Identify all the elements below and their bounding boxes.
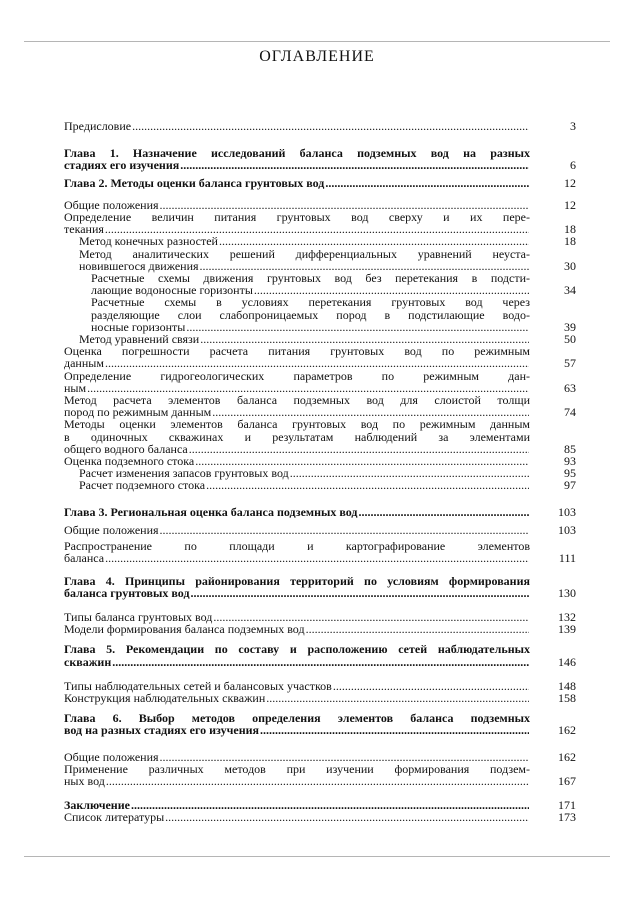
toc-entry-title: Глава 2. Методы оценки баланса грунтовых вод (64, 175, 325, 190)
toc-entry[interactable] (64, 235, 576, 247)
toc-entry[interactable] (64, 692, 576, 704)
toc-entry-title: Типы наблюдательных сетей и балансовых участков (64, 678, 332, 693)
page-number: 130 (558, 585, 576, 600)
toc-entry-title: Оценка подземного стока (64, 454, 195, 469)
toc-entry[interactable] (64, 751, 576, 763)
page-number: 162 (558, 749, 576, 764)
dot-leader (260, 724, 529, 736)
toc-entry-title: лающие водоносные горизонты (91, 283, 253, 298)
toc-entry-text-line: Метод расчета элементов баланса подземных вод для слоистой толщи (64, 393, 530, 408)
page-number: 12 (564, 197, 576, 212)
table-of-contents (64, 120, 576, 824)
top-rule (24, 41, 610, 42)
page-number: 3 (570, 119, 576, 133)
dot-leader (358, 506, 529, 518)
page-number: 57 (564, 356, 576, 371)
toc-entry-text-line: Метод аналитических решений дифференциальных уравнений неуста- (79, 246, 530, 261)
page-number: 85 (564, 441, 576, 456)
toc-entry-text-line: Расчетные схемы в условиях перетекания грунтовых вод через (91, 295, 530, 310)
toc-entry-title: текания (64, 222, 104, 237)
dot-leader (106, 775, 529, 787)
toc-entry-title: ных вод (64, 773, 105, 788)
toc-entry-title: Предисловие (64, 119, 132, 133)
page-number: 39 (564, 319, 576, 334)
toc-entry-title: баланса (64, 551, 105, 566)
toc-entry[interactable] (64, 811, 576, 823)
toc-entry[interactable] (64, 147, 576, 171)
page-number: 146 (558, 654, 576, 669)
dot-leader (290, 467, 529, 479)
page-number: 132 (558, 609, 576, 624)
dot-leader (219, 235, 529, 247)
toc-entry[interactable] (64, 248, 576, 272)
dot-leader (112, 656, 529, 668)
toc-entry-text-line: Определение гидрогеологических параметров по режимным дан- (64, 368, 530, 383)
page-number: 95 (564, 466, 576, 481)
toc-entry-text-line: Распространение по площади и картографирование элементов (64, 539, 530, 554)
toc-entry-title: Глава 3. Региональная оценка баланса подземных вод (64, 504, 358, 519)
toc-entry-title: Общие положения (64, 197, 159, 212)
dot-leader (105, 357, 529, 369)
toc-entry-text-line: Оценка погрешности расчета питания грунтовых вод по режимным (64, 344, 530, 359)
page-number: 111 (558, 551, 576, 566)
toc-entry[interactable] (64, 272, 576, 296)
page-number: 18 (564, 222, 576, 237)
dot-leader (306, 623, 529, 635)
toc-entry-text-line: Глава 5. Рекомендации по составу и расположению сетей наблюдательных (64, 642, 530, 657)
toc-entry[interactable] (64, 623, 576, 635)
toc-entry-text-line: Глава 6. Выбор методов определения элементов баланса подземных (64, 711, 530, 726)
page-number: 162 (558, 723, 576, 738)
dot-leader (325, 177, 529, 189)
toc-entry[interactable] (64, 712, 576, 736)
dot-leader (131, 799, 529, 811)
page-number: 50 (564, 332, 576, 347)
page-number: 12 (564, 175, 576, 190)
dot-leader (160, 524, 529, 536)
page-number: 63 (564, 380, 576, 395)
dot-leader (191, 587, 529, 599)
toc-entry-title: Типы баланса грунтовых вод (64, 609, 213, 624)
toc-entry[interactable] (64, 575, 576, 599)
dot-leader (189, 443, 529, 455)
toc-entry-text-line: в одиночных скважинах и результатам наблюдений за элементами (64, 429, 530, 444)
toc-entry[interactable] (64, 345, 576, 369)
toc-entry[interactable] (64, 540, 576, 564)
page-number: 97 (564, 478, 576, 493)
dot-leader (206, 479, 529, 491)
dot-leader (186, 321, 529, 333)
toc-entry[interactable] (64, 479, 576, 491)
toc-entry-title: вод на разных стадиях его изучения (64, 723, 260, 738)
toc-entry-title: носные горизонты (91, 319, 186, 334)
toc-entry-title: Расчет изменения запасов грунтовых вод (79, 466, 289, 481)
page-number: 171 (558, 798, 576, 813)
toc-entry-text-line: разделяющие слои слабопроницаемых пород в подстилающие водо- (91, 307, 530, 322)
dot-leader (333, 680, 529, 692)
toc-entry-text-line: Методы оценки элементов баланса грунтовых вод по режимным данным (64, 417, 530, 432)
page-number: 167 (558, 773, 576, 788)
bottom-rule (24, 856, 610, 857)
page-number: 139 (558, 622, 576, 637)
page-number: 18 (564, 234, 576, 249)
page-title: ОГЛАВЛЕНИЕ (259, 48, 375, 65)
toc-entry-title: стадиях его изучения (64, 158, 180, 173)
page-number: 103 (558, 522, 576, 537)
page-number: 93 (564, 454, 576, 469)
toc-entry-title: Метод уравнений связи (79, 332, 200, 347)
toc-entry-title: Заключение (64, 798, 130, 813)
toc-entry[interactable] (64, 296, 576, 333)
toc-entry-title: общего водного баланса (64, 441, 188, 456)
dot-leader (180, 159, 529, 171)
toc-entry-title: данным (64, 356, 104, 371)
page-number: 30 (564, 258, 576, 273)
toc-entry[interactable] (64, 120, 576, 132)
toc-entry-text-line: Определение величин питания грунтовых вод сверху и их пере- (64, 210, 530, 225)
toc-entry-title: баланса грунтовых вод (64, 585, 190, 600)
page-number: 158 (558, 690, 576, 705)
toc-entry-title: Общие положения (64, 749, 159, 764)
dot-leader (165, 811, 529, 823)
toc-entry[interactable] (64, 524, 576, 536)
toc-entry[interactable] (64, 211, 576, 235)
toc-entry[interactable] (64, 370, 576, 394)
toc-entry-title: новившегося движения (79, 258, 199, 273)
page-number: 34 (564, 283, 576, 298)
dot-leader (266, 692, 529, 704)
toc-entry[interactable] (64, 643, 576, 667)
toc-entry-title: Метод конечных разностей (79, 234, 218, 249)
toc-entry-title: Модели формирования баланса подземных вод (64, 622, 305, 637)
page-number: 173 (558, 810, 576, 825)
page-number: 6 (570, 158, 576, 173)
toc-entry-title: Конструкция наблюдательных скважин (64, 690, 266, 705)
toc-entry-text-line: Расчетные схемы движения грунтовых вод без перетекания в подсти- (91, 271, 530, 286)
toc-entry-title: Расчет подземного стока (79, 478, 206, 493)
toc-entry-title: ным (64, 380, 87, 395)
dot-leader (105, 552, 529, 564)
toc-entry-text-line: Глава 1. Назначение исследований баланса подземных вод на разных (64, 146, 530, 161)
dot-leader (132, 120, 529, 132)
toc-entry[interactable] (64, 763, 576, 787)
toc-entry-text-line: Глава 4. Принципы районирования территорий по условиям формирования (64, 573, 530, 588)
toc-entry[interactable] (64, 394, 576, 418)
toc-entry-title: Список литературы (64, 810, 165, 825)
toc-entry-title: пород по режимным данным (64, 405, 212, 420)
toc-entry[interactable] (64, 506, 576, 518)
page-number: 148 (558, 678, 576, 693)
toc-entry[interactable] (64, 418, 576, 455)
page-number: 74 (564, 405, 576, 420)
toc-entry-title: скважин (64, 654, 112, 669)
page-number: 103 (558, 504, 576, 519)
toc-entry[interactable] (64, 177, 576, 189)
dot-leader (160, 751, 529, 763)
toc-entry-text-line: Применение различных методов при изучении формирования подзем- (64, 761, 530, 776)
toc-entry-title: Общие положения (64, 522, 159, 537)
